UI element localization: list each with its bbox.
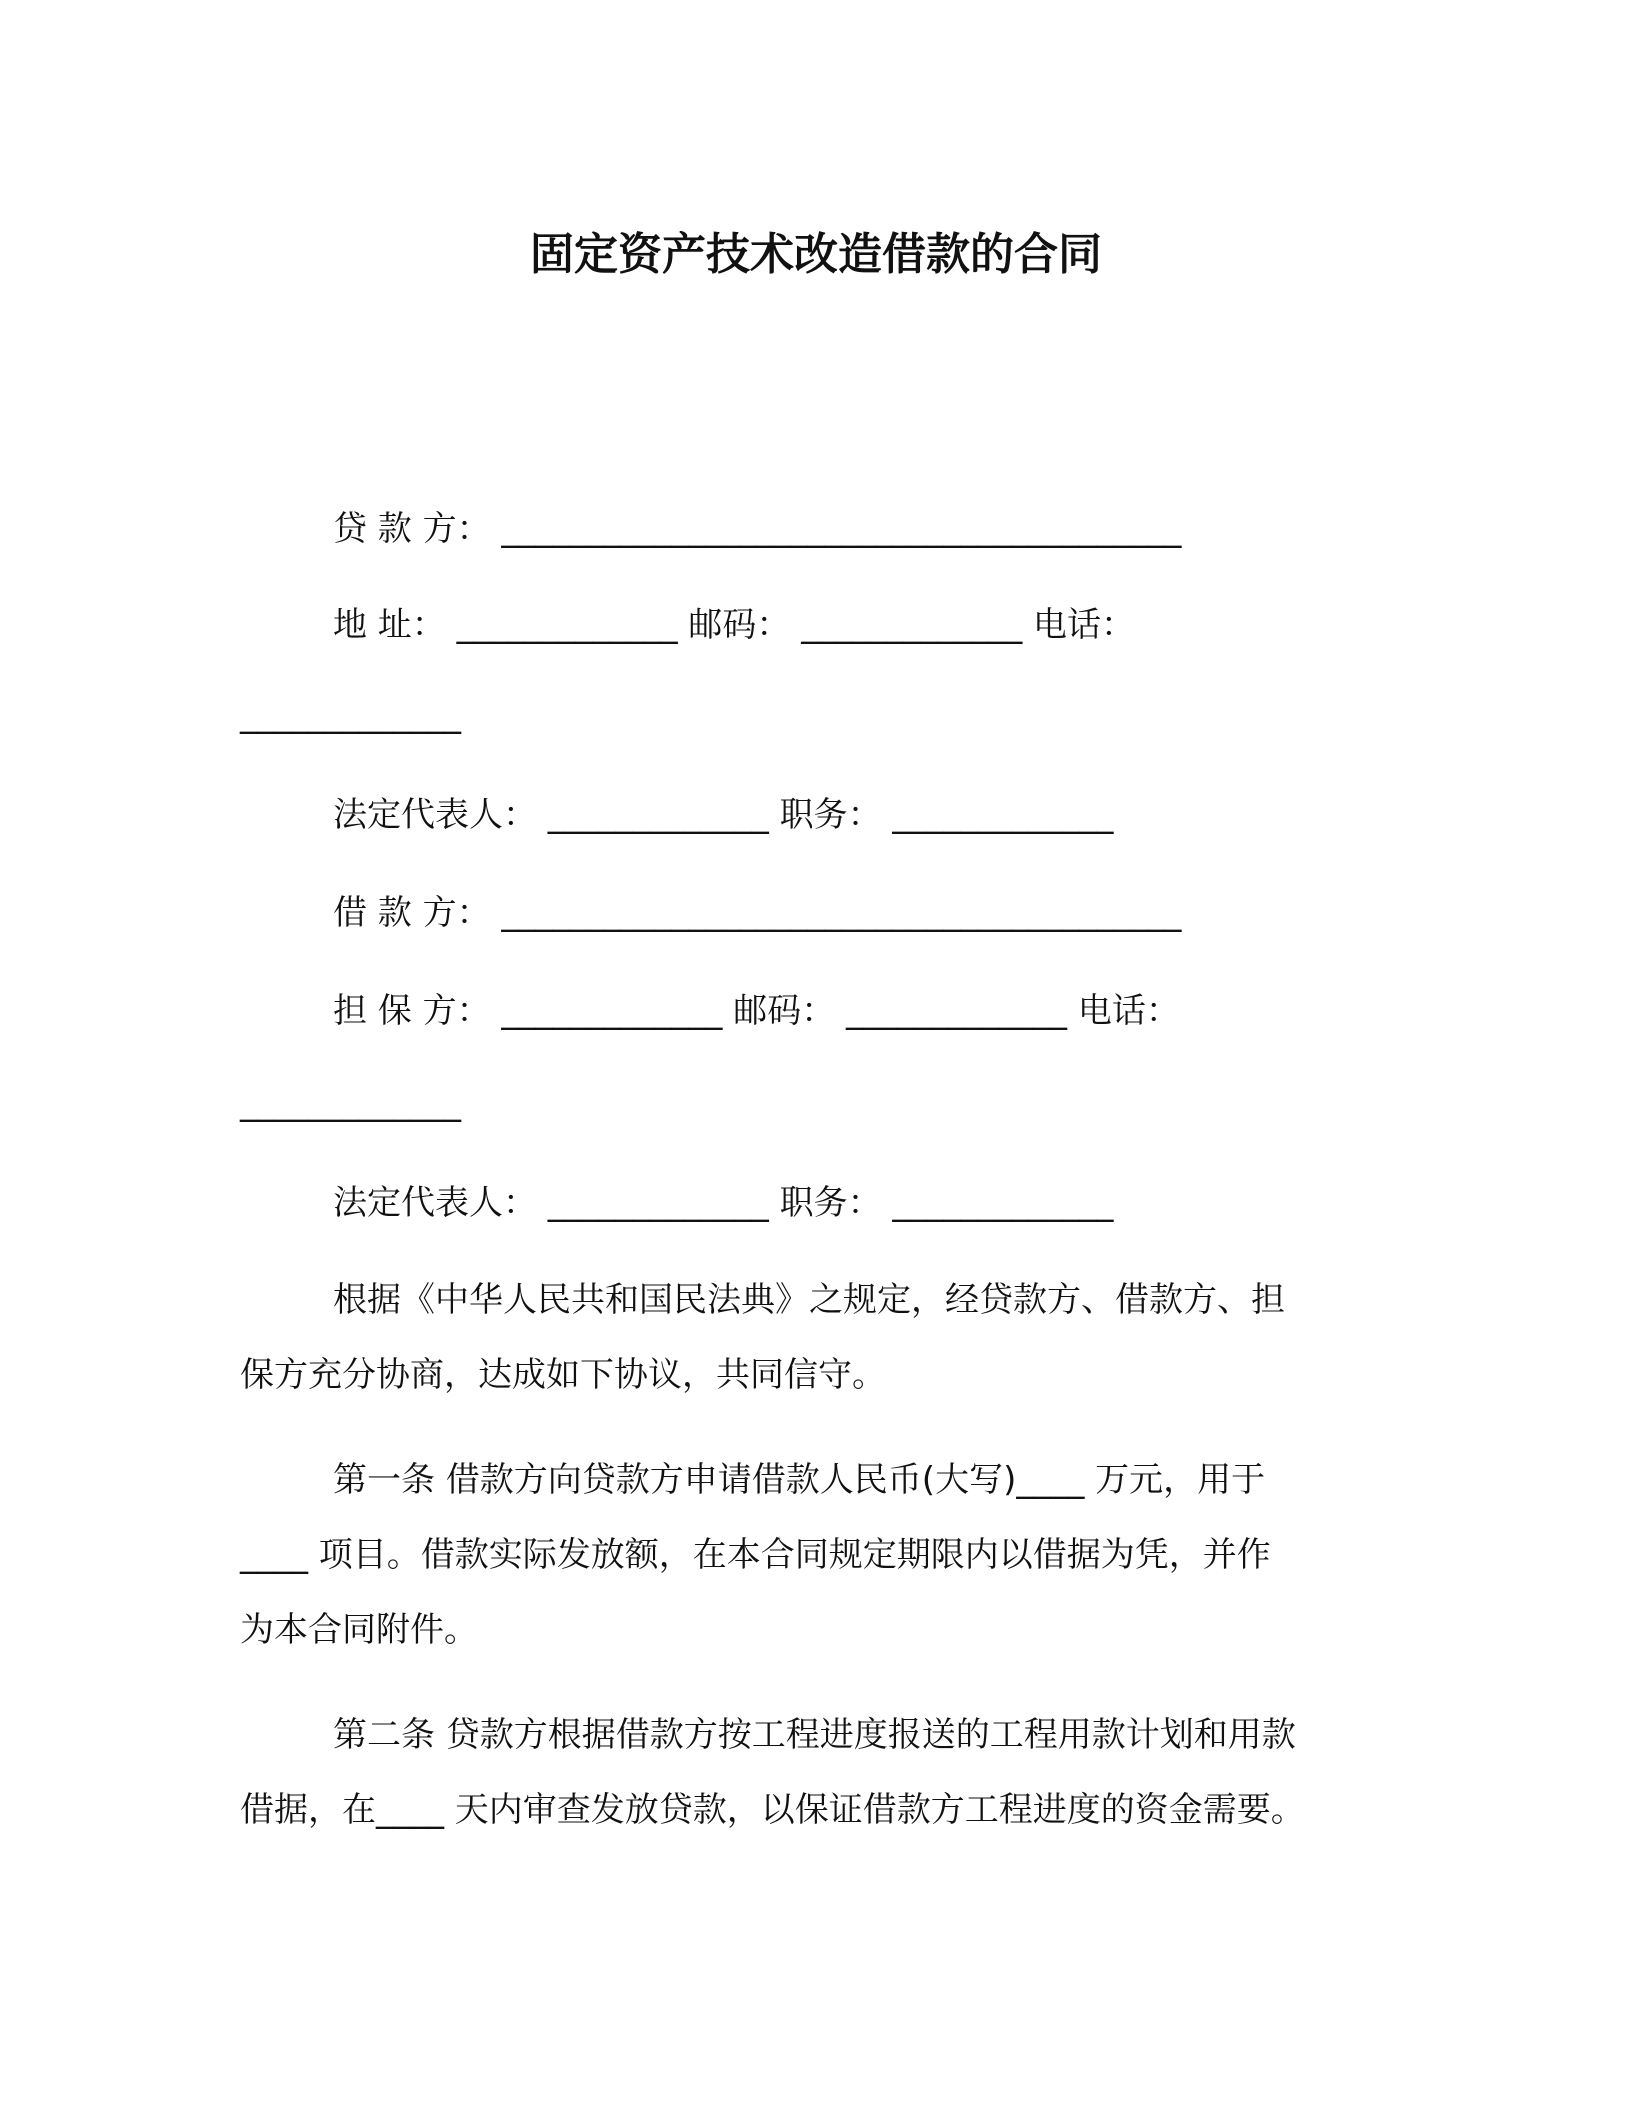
article-1-line-3: 为本合同附件。: [240, 1610, 478, 1650]
article-1-line-1: 第一条 借款方向贷款方申请借款人民币(大写)____ 万元，用于: [333, 1460, 1266, 1500]
borrower-line: 借 款 方： ________________________________________: [333, 893, 1182, 933]
lender-line: 贷 款 方： ________________________________________: [333, 509, 1182, 549]
article-2-line-1: 第二条 贷款方根据借款方按工程进度报送的工程用款计划和用款: [333, 1715, 1296, 1755]
lender-phone-blank: _____________: [240, 695, 461, 735]
guarantor-legal-rep-line: 法定代表人： _____________ 职务： _____________: [333, 1183, 1114, 1223]
lender-legal-rep-line: 法定代表人： _____________ 职务： _____________: [333, 795, 1114, 835]
preamble-line-2: 保方充分协商，达成如下协议，共同信守。: [240, 1355, 886, 1395]
article-1-line-2: ____ 项目。借款实际发放额，在本合同规定期限内以借据为凭，并作: [240, 1535, 1271, 1575]
guarantor-line: 担 保 方： _____________ 邮码： _____________ 电话：: [333, 991, 1180, 1031]
preamble-line-1: 根据《中华人民共和国民法典》之规定，经贷款方、借款方、担: [333, 1280, 1285, 1320]
article-2-line-2: 借据，在____ 天内审查发放贷款，以保证借款方工程进度的资金需要。: [240, 1790, 1305, 1830]
document-title: 固定资产技术改造借款的合同: [530, 229, 1102, 280]
lender-address-line: 地 址： _____________ 邮码： _____________ 电话：: [333, 605, 1136, 645]
guarantor-phone-blank: _____________: [240, 1083, 461, 1123]
